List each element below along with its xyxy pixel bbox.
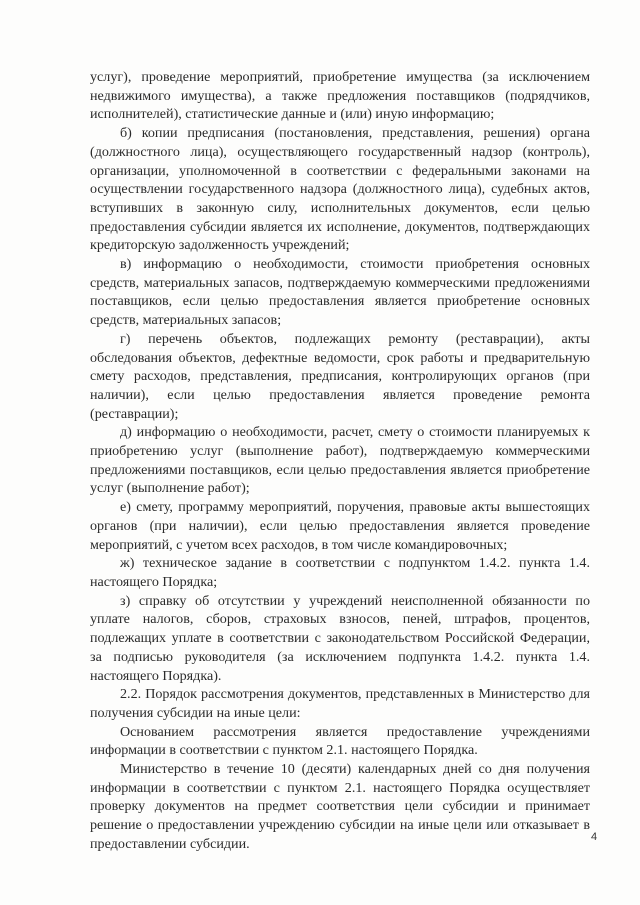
paragraph-item-z: з) справку об отсутствии у учреждений неисполненной обязанности по уплате налогов, сборов, страховых взносов, пеней, штрафов, процентов, подлежащих уплате в соответствии с законодательством Российской Федерации, за подписью руководителя (за исключением подпункта 1.4.2. пункта 1.4. настоящего Порядка). <box>90 592 590 684</box>
paragraph-item-zh: ж) техническое задание в соответствии с подпунктом 1.4.2. пункта 1.4. настоящего Порядка; <box>90 555 590 590</box>
paragraph-item-e: е) смету, программу мероприятий, поручения, правовые акты вышестоящих органов (при наличии), если целью предоставления является проведение мероприятий, с учетом всех расходов, в том числе командировочных; <box>90 499 590 553</box>
paragraph-ministry-review: Министерство в течение 10 (десяти) календарных дней со дня получения информации в соответствии с пунктом 2.1. настоящего Порядка осуществляет проверку документов на предмет соответствия цели субсидии и принимает решение о предоставлении учреждению субсидии на иные цели или отказывает в предоставлении субсидии. <box>90 761 590 852</box>
paragraph-item-g: г) перечень объектов, подлежащих ремонту (реставрации), акты обследования объектов, дефектные ведомости, срок работы и предварительную смету расходов, представления, предписания, контролирующих органов (при наличии), если целью предоставления является проведение ремонта (реставрации); <box>90 330 590 422</box>
paragraph-continuation: услуг), проведение мероприятий, приобретение имущества (за исключением недвижимого имущества), а также предложения поставщиков (подрядчиков, исполнителей), статистические данные и (или) иную информацию; <box>90 69 590 123</box>
paragraph-item-d: д) информацию о необходимости, расчет, смету о стоимости планируемых к приобретению услуг (выполнение работ), подтверждаемую коммерческими предложениями поставщиков, если целью предоставления является приобретение услуг (выполнение работ); <box>90 424 590 497</box>
page-number: 4 <box>591 831 598 843</box>
section-heading-2-2: 2.2. Порядок рассмотрения документов, представленных в Министерство для получения субсидии на иные цели: <box>90 686 590 721</box>
paragraph-item-v: в) информацию о необходимости, стоимости приобретения основных средств, материальных запасов, подтверждаемую коммерческими предложениями поставщиков, если целью предоставления является приобретение основных средств, материальных запасов; <box>90 256 590 329</box>
paragraph-item-b: б) копии предписания (постановления, представления, решения) органа (должностного лица), осуществляющего государственный надзор (контроль), организации, уполномоченной в соответствии с федеральными законами на осуществлении государственного надзора (должностного лица), судебных актов, вступивших в законную силу, исполнительных документов, если целью предоставления субсидии является их исполнение, документов, подтверждающих кредиторскую задолженность учреждений; <box>90 125 590 254</box>
document-body <box>90 68 590 854</box>
paragraph-basis: Основанием рассмотрения является предоставление учреждениями информации в соответствии с пунктом 2.1. настоящего Порядка. <box>90 723 590 759</box>
